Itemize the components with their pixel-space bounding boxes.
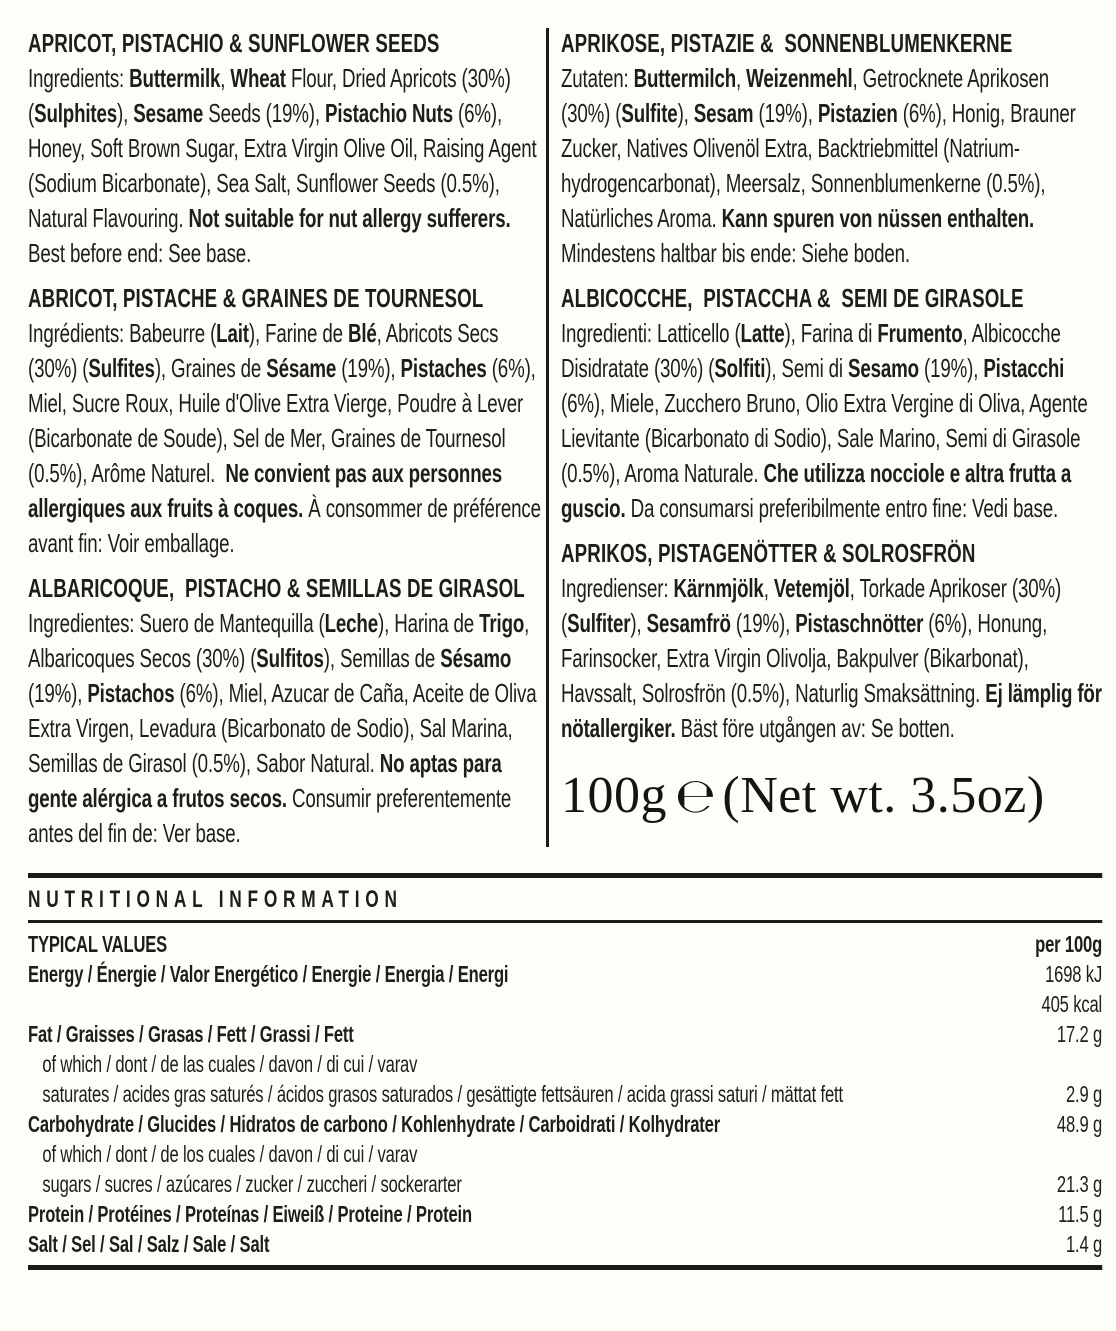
nutrition-row-sugars	[28, 1169, 1102, 1199]
section-title: APRIKOSE, PISTAZIE & SONNENBLUMENKERNE	[561, 28, 1013, 58]
ingredients-section-french	[28, 281, 546, 561]
nutrition-row-label: Salt / Sel / Sal / Salz / Sale / Salt	[28, 1231, 270, 1257]
nutrition-row-protein	[28, 1199, 1102, 1229]
nutrition-row-label: of which / dont / de los cuales / davon / di cui / varav	[42, 1141, 418, 1167]
ingredients-text: Ingrédients: Babeurre (Lait), Farine de Blé, Abricots Secs (30%) (Sulfites), Graines de Sésame (19%), Pistaches (6%), Miel, Sucre Roux, Huile d'Olive Extra Vierge, Poudre à Lever (Bicarbonate de Soude), Sel de Mer, Graines de Tournesol (0.5%), Arôme Naturel. Ne convient pas aux personnes allergiques aux fruits à coques. À consommer de préférence avant fin: Voir emballage.	[28, 318, 546, 558]
section-title: ALBARICOQUE, PISTACHO & SEMILLAS DE GIRASOL	[28, 573, 525, 603]
per-100g-label: per 100g	[1035, 931, 1103, 957]
nutrition-row-label: Fat / Graisses / Grasas / Fett / Grassi / Fett	[28, 1021, 354, 1047]
ingredients-text: Ingredientes: Suero de Mantequilla (Leche), Harina de Trigo, Albaricoques Secos (30%) (Sulfitos), Semillas de Sésamo (19%), Pistachos (6%), Miel, Azucar de Caña, Aceite de Oliva Extra Virgen, Levadura (Bicarbonato de Sodio), Sal Marina, Semillas de Girasol (0.5%), Sabor Natural. No aptas para gente alérgica a frutos secos. Consumir preferentemente antes del fin de: Ver base.	[28, 608, 542, 848]
section-title: APRIKOS, PISTAGENÖTTER & SOLROSFRÖN	[561, 538, 976, 568]
nutrition-row-value: 405 kcal	[1041, 991, 1103, 1017]
nutrition-row-energy	[28, 959, 1102, 989]
nutrition-row-value: 48.9 g	[1056, 1111, 1103, 1137]
section-title: ALBICOCCHE, PISTACCHA & SEMI DE GIRASOLE	[561, 283, 1024, 313]
net-weight	[561, 766, 1102, 827]
net-weight-imperial: (Net wt. 3.5oz)	[722, 767, 1045, 824]
nutrition-row-value: 21.3 g	[1056, 1171, 1103, 1197]
ingredients-columns	[28, 26, 1107, 861]
nutrition-row-label: saturates / acides gras saturés / ácidos grasos saturados / gesättigte fettsäuren / acida grassi saturi / mättat fett	[42, 1081, 843, 1107]
ingredients-text: Ingredients: Buttermilk, Wheat Flour, Dried Apricots (30%) (Sulphites), Sesame Seeds (19%), Pistachio Nuts (6%), Honey, Soft Brown Sugar, Extra Virgin Olive Oil, Raising Agent (Sodium Bicarbonate), Sea Salt, Sunflower Seeds (0.5%), Natural Flavouring. Not suitable for nut allergy sufferers. Best before end: See base.	[28, 63, 542, 268]
ingredients-section-german	[561, 26, 1102, 271]
ingredients-text: Zutaten: Buttermilch, Weizenmehl, Getrocknete Aprikosen (30%) (Sulfite), Sesam (19%), Pistazien (6%), Honig, Brauner Zucker, Natives Olivenöl Extra, Backtriebmittel (Natrium-hydrogencarbonat), Meersalz, Sonnenblumenkerne (0.5%), Natürliches Aroma. Kann spuren von nüssen enthalten. Mindestens haltbar bis ende: Siehe boden.	[561, 63, 1081, 268]
net-weight-amount: 100g	[561, 767, 667, 824]
nutrition-row-label: sugars / sucres / azúcares / zucker / zuccheri / sockerarter	[42, 1171, 462, 1197]
nutrition-row-value: 1698 kJ	[1045, 961, 1103, 987]
nutrition-row-value: 2.9 g	[1065, 1081, 1103, 1107]
section-title: ABRICOT, PISTACHE & GRAINES DE TOURNESOL	[28, 283, 484, 313]
typical-values-label: TYPICAL VALUES	[28, 931, 168, 957]
nutrition-row-label: Energy / Énergie / Valor Energético / Energie / Energia / Energi	[28, 961, 509, 987]
ingredients-text: Ingredienti: Latticello (Latte), Farina di Frumento, Albicocche Disidratate (30%) (Solfiti), Semi di Sesamo (19%), Pistacchi (6%), Miele, Zucchero Bruno, Olio Extra Vergine di Oliva, Agente Lievitante (Bicarbonato di Sodio), Sale Marino, Semi di Girasole (0.5%), Aroma Naturale. Che utilizza nocciole e altra frutta a guscio. Da consumarsi preferibilmente entro fine: Vedi base.	[561, 318, 1093, 523]
nutrition-row-energy-kcal	[28, 989, 1102, 1019]
nutrition-row-of-which-carb	[28, 1139, 1102, 1169]
ingredients-column-right	[549, 26, 1107, 861]
ingredients-column-left	[28, 26, 546, 861]
estimated-sign: ℮	[675, 769, 717, 824]
nutrition-row-salt	[28, 1229, 1102, 1259]
ingredients-text: Ingredienser: Kärnmjölk, Vetemjöl, Torkade Aprikoser (30%) (Sulfiter), Sesamfrö (19%), Pistaschnötter (6%), Honung, Farinsocker, Extra Virgin Olivolja, Bakpulver (Bikarbonat), Havssalt, Solrosfrön (0.5%), Naturlig Smaksättning. Ej lämplig för nötallergiker. Bäst före utgången av: Se botten.	[561, 573, 1107, 743]
nutrition-row-value: 11.5 g	[1058, 1201, 1103, 1227]
ingredients-section-spanish	[28, 571, 546, 851]
ingredients-section-english	[28, 26, 546, 271]
nutrition-row-fat	[28, 1019, 1102, 1049]
nutrition-row-value: 1.4 g	[1065, 1231, 1103, 1257]
nutrition-row-label: Carbohydrate / Glucides / Hidratos de carbono / Kohlenhydrate / Carboidrati / Kolhydrater	[28, 1111, 721, 1137]
rule-top	[28, 873, 1102, 878]
nutrition-row-label: Protein / Protéines / Proteínas / Eiweiß / Proteine / Protein	[28, 1201, 472, 1227]
nutrition-panel	[28, 873, 1102, 1270]
section-title: APRICOT, PISTACHIO & SUNFLOWER SEEDS	[28, 28, 440, 58]
ingredients-section-swedish	[561, 536, 1107, 746]
nutrition-header-row	[28, 929, 1102, 959]
nutrition-row-value: 17.2 g	[1056, 1021, 1103, 1047]
nutrition-row-saturates	[28, 1079, 1102, 1109]
nutrition-row-of-which-fat	[28, 1049, 1102, 1079]
nutrition-table	[28, 923, 1102, 1259]
nutrition-heading: NUTRITIONAL INFORMATION	[28, 886, 403, 913]
nutrition-row-carbohydrate	[28, 1109, 1102, 1139]
rule-bottom	[28, 1265, 1102, 1270]
ingredients-section-italian	[561, 281, 1102, 526]
nutrition-row-label: of which / dont / de las cuales / davon / di cui / varav	[42, 1051, 418, 1077]
